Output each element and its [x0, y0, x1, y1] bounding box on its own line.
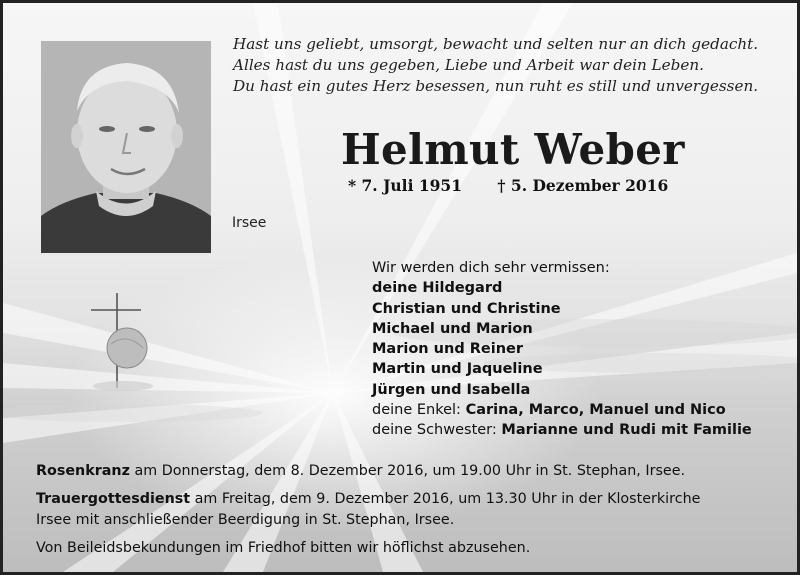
grandchildren-line [372, 400, 752, 420]
hometown: Irsee [232, 215, 267, 231]
siblings-label: deine Schwester: [372, 422, 502, 439]
rosary-label: Rosenkranz [36, 463, 130, 479]
life-dates [348, 176, 668, 195]
siblings-names: Marianne und Rudi mit Familie [501, 422, 752, 439]
cross-symbol [85, 288, 165, 398]
family-member: Marion und Reiner [372, 341, 524, 358]
funeral-text-continued: Irsee mit anschließender Beerdigung in St. Stephan, Irsee. [36, 512, 455, 528]
rosary-text: am Donnerstag, dem 8. Dezember 2016, um 19.00 Uhr in St. Stephan, Irsee. [129, 463, 686, 479]
memorial-poem [233, 34, 778, 97]
funeral-text: am Freitag, dem 9. Dezember 2016, um 13.30 Uhr in der Klosterkirche [190, 490, 701, 507]
funeral-label: Trauergottesdienst [36, 490, 191, 507]
grandchildren-names: Carina, Marco, Manuel und Nico [465, 402, 726, 419]
death-date: † 5. Dezember 2016 [497, 176, 669, 195]
deceased-name: Helmut Weber [341, 125, 685, 174]
portrait-photo [41, 41, 211, 253]
family-member: Christian und Christine [372, 300, 561, 317]
birth-date: * 7. Juli 1951 [348, 176, 462, 195]
family-member: Michael und Marion [372, 320, 533, 337]
family-member: deine Hildegard [372, 280, 503, 297]
family-member: Jürgen und Isabella [372, 381, 531, 398]
service-information [36, 461, 776, 559]
rosary-notice [36, 461, 776, 483]
poem-line: Alles hast du uns gegeben, Liebe und Arbeit war dein Leben. [233, 56, 704, 74]
family-intro: Wir werden dich sehr vermissen: [372, 260, 610, 276]
family-member: Martin und Jaqueline [372, 361, 543, 378]
condolence-note: Von Beileidsbekundungen im Friedhof bitten wir höflichst abzusehen. [36, 539, 531, 556]
poem-line: Du hast ein gutes Herz besessen, nun ruht es still und unvergessen. [233, 77, 759, 95]
bereaved-family [372, 258, 752, 441]
siblings-line [372, 420, 752, 440]
poem-line: Hast uns geliebt, umsorgt, bewacht und selten nur an dich gedacht. [233, 35, 759, 53]
funeral-notice [36, 489, 776, 511]
grandchildren-label: deine Enkel: [372, 402, 466, 419]
